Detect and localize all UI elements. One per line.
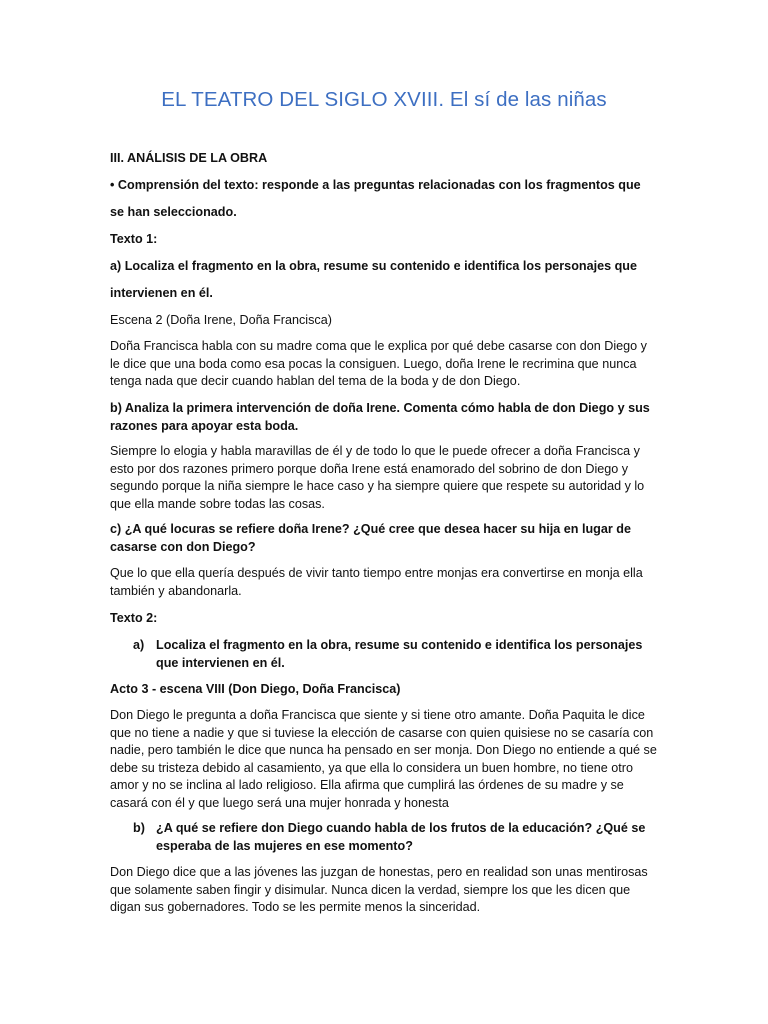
list-marker: a): [133, 638, 145, 652]
comprehension-line-2: se han seleccionado.: [110, 205, 237, 219]
texto2-answer-b: Don Diego dice que a las jóvenes las juzgan de honestas, pero en realidad son unas mentirosas que solamente saben fingir y disimular. Nunca dicen la verdad, siempre los que les dicen que digan sus gobernadores. Todo se les permite menos la sinceridad.: [110, 865, 648, 914]
texto2-scene: Acto 3 - escena VIII (Don Diego, Doña Francisca): [110, 682, 401, 696]
texto2-question-b: [133, 820, 658, 855]
texto1-question-a-line-1: a) Localiza el fragmento en la obra, resume su contenido e identifica los personajes que: [110, 259, 637, 273]
texto2-answer-a: Don Diego le pregunta a doña Francisca que siente y si tiene otro amante. Doña Paquita le dice que no tiene a nadie y que si tuviese la elección de casarse con quien quisiese no se casaría con nadie, pero también le dice que nunca ha pensado en ser monja. Don Diego no entiende a qué se debe su tristeza debido al casamiento, ya que ella lo considera un buen hombre, no tiene otro amor y no se inclina al lado religioso. Ella afirma que cumplirá las órdenes de su madre y se casará con él y que luego será una mujer honrada y honesta: [110, 708, 657, 810]
texto1-answer-b: Siempre lo elogia y habla maravillas de él y de todo lo que le puede ofrecer a doña Francisca y esto por dos razones primero porque doña Irene está enamorado del sobrino de don Diego y segundo porque la niña siempre le hace caso y ha siempre quiere que respete su autoridad y lo que ella mande sobre todas las cosas.: [110, 444, 645, 511]
texto2-question-b-text: ¿A qué se refiere don Diego cuando habla de los frutos de la educación? ¿Qué se esperaba de las mujeres en ese momento?: [156, 821, 646, 853]
document-title: EL TEATRO DEL SIGLO XVIII. El sí de las niñas: [161, 88, 607, 111]
section-heading: III. ANÁLISIS DE LA OBRA: [110, 151, 268, 165]
texto1-question-c: c) ¿A qué locuras se refiere doña Irene? ¿Qué cree que desea hacer su hija en lugar de casarse con don Diego?: [110, 522, 631, 554]
texto1-answer-a: Doña Francisca habla con su madre coma que le explica por qué debe casarse con don Diego y le dice que una boda como esa pocas la consiguen. Luego, doña Irene le recrimina que nunca tenga nada que decir cuando hablan del tema de la boda y de don Diego.: [110, 339, 647, 388]
comprehension-line-1: • Comprensión del texto: responde a las preguntas relacionadas con los fragmentos que: [110, 178, 641, 192]
texto1-scene: Escena 2 (Doña Irene, Doña Francisca): [110, 313, 332, 327]
texto2-question-a-text: Localiza el fragmento en la obra, resume su contenido e identifica los personajes que intervienen en él.: [156, 638, 643, 670]
texto1-answer-c: Que lo que ella quería después de vivir tanto tiempo entre monjas era convertirse en monja ella también y abandonarla.: [110, 566, 643, 598]
list-marker: b): [133, 821, 145, 835]
texto1-question-a-line-2: intervienen en él.: [110, 286, 213, 300]
texto1-question-b: b) Analiza la primera intervención de doña Irene. Comenta cómo habla de don Diego y sus razones para apoyar esta boda.: [110, 401, 650, 433]
texto1-heading: Texto 1:: [110, 232, 158, 246]
texto2-question-a: [133, 637, 658, 672]
texto2-heading: Texto 2:: [110, 611, 158, 625]
